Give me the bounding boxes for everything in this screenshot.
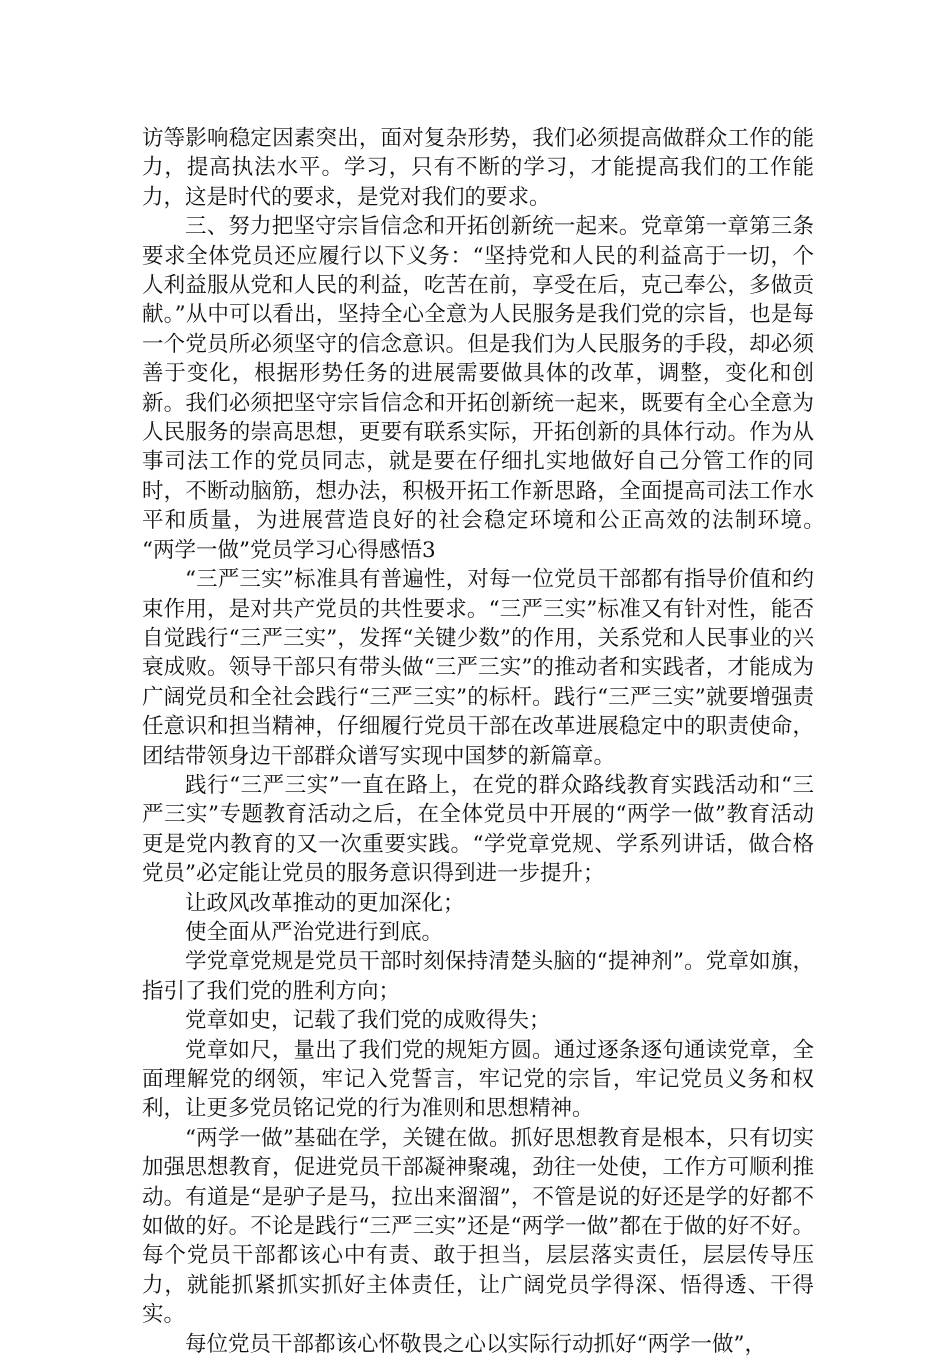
paragraph: 访等影响稳定因素突出，面对复杂形势，我们必须提高做群众工作的能力，提高执法水平。学习，只有不断的学习，才能提高我们的工作能力，这是时代的要求，是党对我们的要求。: [142, 126, 814, 210]
paragraph: “三严三实”标准具有普遍性，对每一位党员干部都有指导价值和约束作用，是对共产党员的共性要求。“三严三实”标准又有针对性，能否自觉践行“三严三实”，发挥“关键少数”的作用，关系党和人民事业的兴衰成败。领导干部只有带头做“三严三实”的推动者和实践者，才能成为广阔党员和全社会践行“三严三实”的标杆。践行“三严三实”就要增强责任意识和担当精神，仔细履行党员干部在改革进展稳定中的职责使命，团结带领身边干部群众谱写实现中国梦的新篇章。: [142, 567, 814, 769]
paragraph: 党章如尺，量出了我们党的规矩方圆。通过逐条逐句通读党章，全面理解党的纲领，牢记入党誓言，牢记党的宗旨，牢记党员义务和权利，让更多党员铭记党的行为准则和思想精神。: [142, 1037, 814, 1122]
paragraph: 践行“三严三实”一直在路上，在党的群众路线教育实践活动和“三严三实”专题教育活动之后，在全体党员中开展的“两学一做”教育活动更是党内教育的又一次重要实践。“学党章党规、学系列讲话，做合格党员”必定能让党员的服务意识得到进一步提升；: [142, 772, 814, 887]
paragraph: 党章如史，记载了我们党的成败得失；: [185, 1008, 551, 1034]
document-body: [142, 124, 858, 1359]
paragraph: “两学一做”基础在学，关键在做。抓好思想教育是根本，只有切实加强思想教育，促进党员干部凝神聚魂，劲往一处使，工作方可顺利推动。有道是“是驴子是马，拉出来溜溜”，不管是说的好还是学的好都不如做的好。不论是践行“三严三实”还是“两学一做”都在于做的好不好。每个党员干部都该心中有责、敢于担当，层层落实责任，层层传导压力，就能抓紧抓实抓好主体责任，让广阔党员学得深、悟得透、干得实。: [142, 1125, 814, 1328]
paragraph: 让政风改革推动的更加深化；: [185, 890, 465, 916]
paragraph: 三、努力把坚守宗旨信念和开拓创新统一起来。党章第一章第三条要求全体党员还应履行以下义务：“坚持党和人民的利益高于一切，个人利益服从党和人民的利益，吃苦在前，享受在后，克己奉公，多做贡献。”从中可以看出，坚持全心全意为人民服务是我们党的宗旨，也是每一个党员所必须坚守的信念意识。但是我们为人民服务的手段，却必须善于变化，根据形势任务的进展需要做具体的改革，调整，变化和创新。我们必须把坚守宗旨信念和开拓创新统一起来，既要有全心全意为人民服务的崇高思想，更要有联系实际，开拓创新的具体行动。作为从事司法工作的党员同志，就是要在仔细扎实地做好自己分管工作的同时，不断动脑筋，想办法，积极开拓工作新思路，全面提高司法工作水平和质量，为进展营造良好的社会稳定环境和公正高效的法制环境。 “两学一做”党员学习心得感悟3: [142, 214, 858, 563]
paragraph: 每位党员干部都该心怀敬畏之心以实际行动抓好“两学一做”，: [185, 1331, 766, 1357]
paragraph: 使全面从严治党进行到底。: [185, 919, 444, 945]
paragraph: 学党章党规是党员干部时刻保持清楚头脑的“提神剂”。党章如旗，指引了我们党的胜利方向；: [142, 949, 814, 1004]
